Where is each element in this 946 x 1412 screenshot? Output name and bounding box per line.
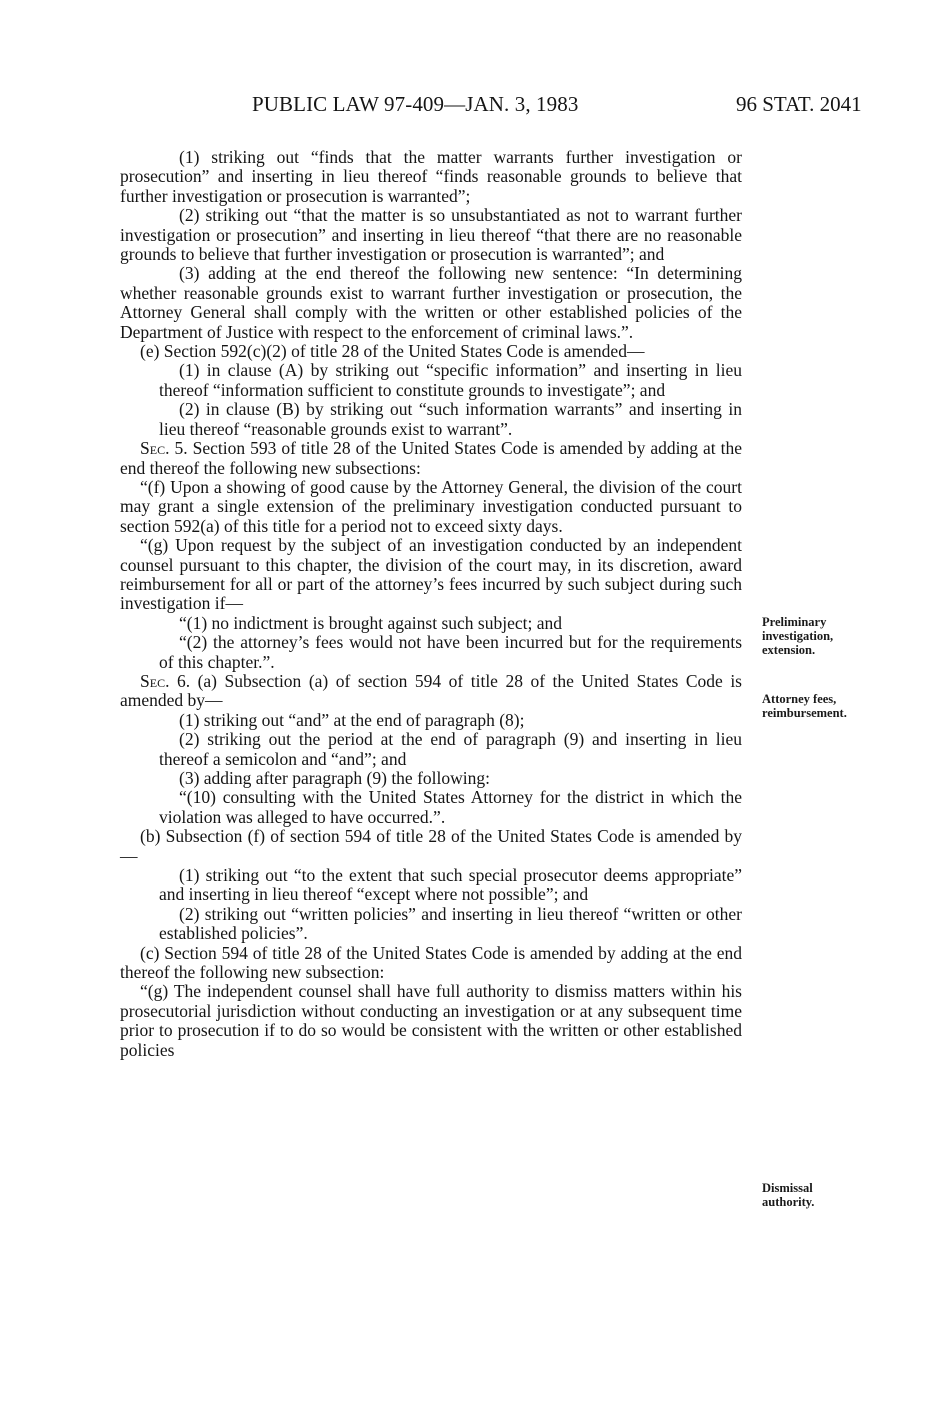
paragraph-subsection-c: (c) Section 594 of title 28 of the United States Code is amended by adding at the end thereof the following new subsection: bbox=[120, 942, 742, 983]
paragraph-section-5 bbox=[120, 439, 742, 478]
section-label: Sec. 6. bbox=[140, 670, 191, 691]
margin-note-attorney-fees: Attorney fees, reimbursement. bbox=[762, 692, 847, 720]
paragraph-amend-1: (1) striking out “and” at the end of paragraph (8); bbox=[179, 709, 525, 730]
margin-note-dismissal-authority: Dismissal authority. bbox=[762, 1181, 815, 1209]
paragraph-clause-1-finds: (1) striking out “finds that the matter warrants further investigation or prosecution” and inserting in lieu thereof “finds reasonable grounds to believe that further investigation or prosecution is warranted”; bbox=[120, 147, 742, 206]
paragraph-subsection-f: “(f) Upon a showing of good cause by the Attorney General, the division of the court may grant a single extension of the preliminary investigation conducted pursuant to section 592(a) of this title for a period not to exceed sixty days. bbox=[120, 476, 742, 536]
paragraph-new-paragraph-10: “(10) consulting with the United States Attorney for the district in which the violation was alleged to have occurred.”. bbox=[159, 787, 742, 827]
section-5-text: Section 593 of title 28 of the United States Code is amended by adding at the end thereof the following new subsections: bbox=[120, 438, 742, 478]
paragraph-amend-2: (2) striking out the period at the end of paragraph (9) and inserting in lieu thereof a semicolon and “and”; and bbox=[159, 729, 742, 769]
paragraph-b-clause-1: (1) striking out “to the extent that such special prosecutor deems appropriate” and inserting in lieu thereof “except where not possible”; and bbox=[159, 865, 742, 905]
paragraph-fees-condition-2: “(2) the attorney’s fees would not have been incurred but for the requirements of this chapter.”. bbox=[159, 632, 742, 672]
running-header-title: PUBLIC LAW 97-409—JAN. 3, 1983 bbox=[252, 92, 579, 116]
paragraph-b-clause-2: (2) striking out “written policies” and inserting in lieu thereof “written or other established policies”. bbox=[159, 903, 742, 944]
paragraph-amend-3: (3) adding after paragraph (9) the following: bbox=[179, 768, 490, 788]
paragraph-clause-a: (1) in clause (A) by striking out “specific information” and inserting in lieu thereof “information sufficient to constitute grounds to investigate”; and bbox=[159, 360, 742, 400]
paragraph-clause-3-new-sentence: (3) adding at the end thereof the following new sentence: “In determining whether reasonable grounds exist to warrant further investigation or prosecution, the Attorney General shall comply with the written or other established policies of the Department of Justice with respect to the enforcement of criminal laws.”. bbox=[120, 263, 742, 342]
statute-page-number: 96 STAT. 2041 bbox=[736, 92, 862, 116]
margin-note-preliminary-investigation: Preliminary investigation, extension. bbox=[762, 615, 834, 657]
paragraph-fees-condition-1: “(1) no indictment is brought against such subject; and bbox=[179, 612, 562, 633]
section-6-text: (a) Subsection (a) of section 594 of title 28 of the United States Code is amended by— bbox=[120, 670, 742, 711]
paragraph-section-6 bbox=[120, 672, 742, 711]
paragraph-subsection-g-fees: “(g) Upon request by the subject of an investigation conducted by an independent counsel pursuant to this chapter, the division of the court may, in its discretion, award reimbursement for all or part of the attorney’s fees incurred by such subject during such investigation if— bbox=[120, 535, 742, 614]
section-label: Sec. 5. bbox=[140, 438, 188, 459]
paragraph-subsection-e: (e) Section 592(c)(2) of title 28 of the United States Code is amended— bbox=[140, 341, 645, 362]
paragraph-clause-2-unsubstantiated: (2) striking out “that the matter is so unsubstantiated as not to warrant further investigation or prosecution” and inserting in lieu thereof “that there are no reasonable grounds to believe that further investigation or prosecution is warranted”; and bbox=[120, 205, 742, 265]
statute-body bbox=[120, 148, 742, 1060]
paragraph-subsection-g-dismissal: “(g) The independent counsel shall have full authority to dismiss matters within his prosecutorial jurisdiction without conducting an investigation or at any subsequent time prior to prosecution if to do so would be consistent with the written or other established policies bbox=[120, 981, 742, 1060]
paragraph-clause-b: (2) in clause (B) by striking out “such information warrants” and inserting in lieu thereof “reasonable grounds exist to warrant”. bbox=[159, 399, 742, 439]
paragraph-subsection-b: (b) Subsection (f) of section 594 of title 28 of the United States Code is amended by— bbox=[120, 826, 742, 866]
